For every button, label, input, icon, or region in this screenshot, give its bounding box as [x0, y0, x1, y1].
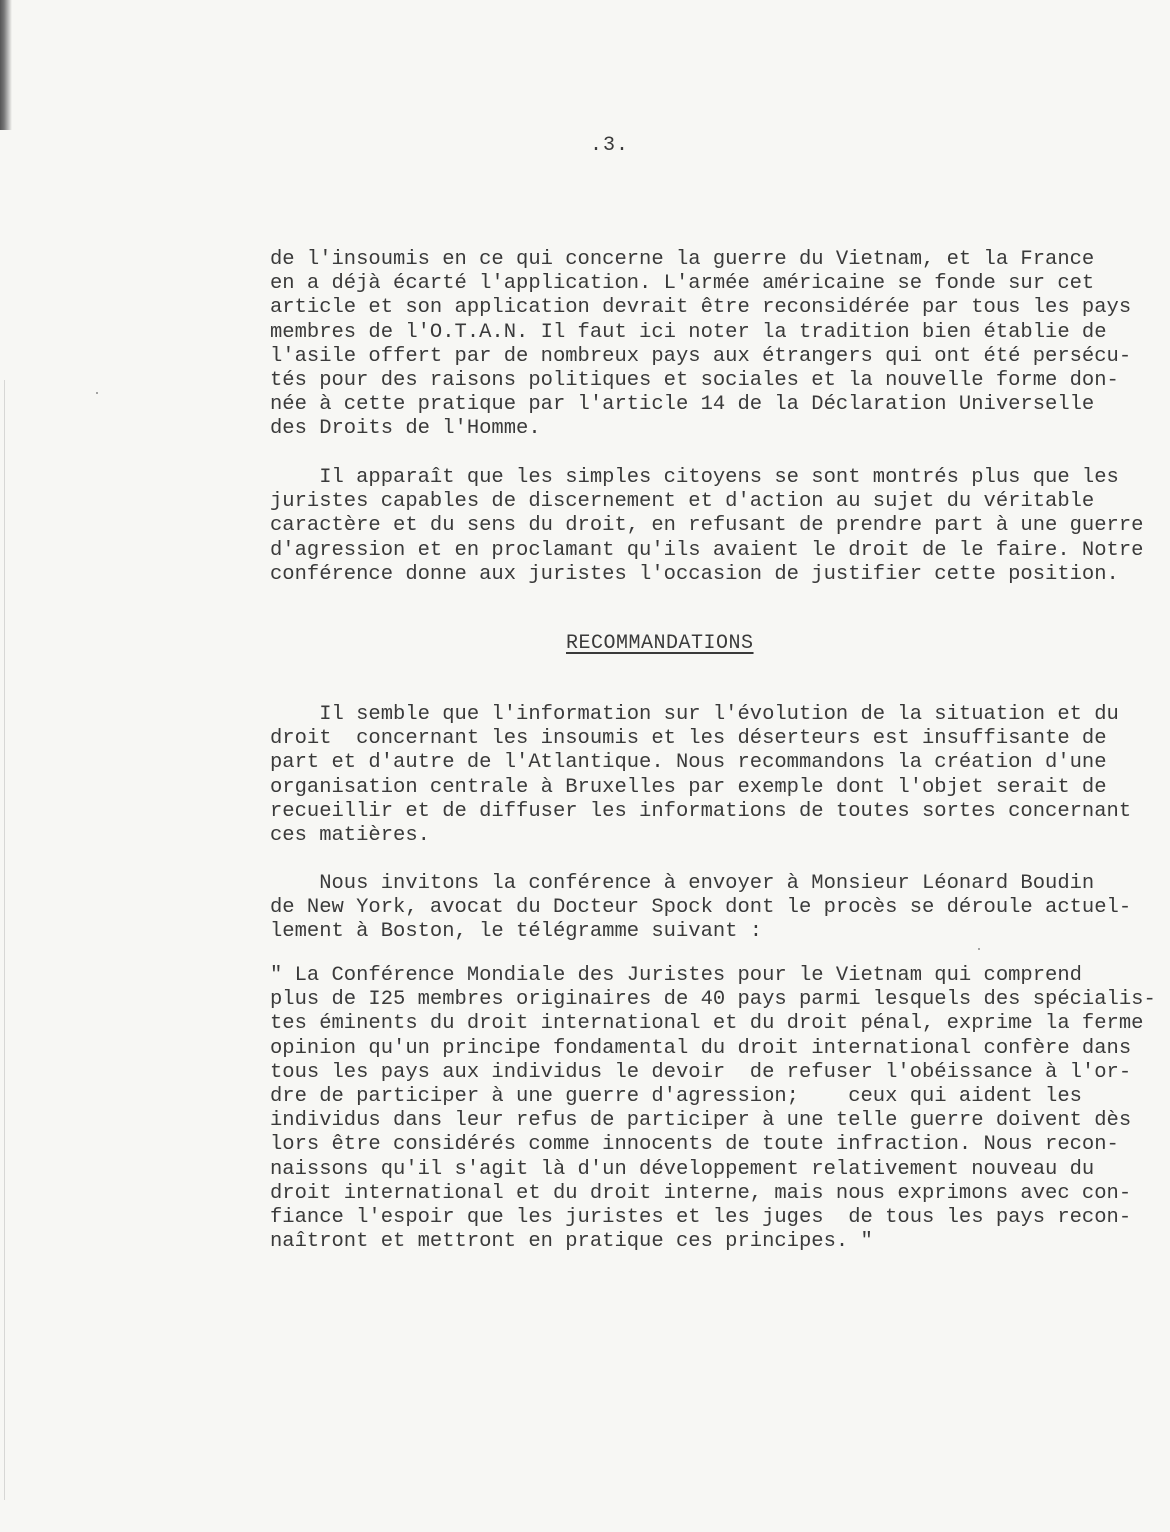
- text-line: opinion qu'un principe fondamental du droit international confère dans: [270, 1036, 1132, 1060]
- text-line: Il apparaît que les simples citoyens se sont montrés plus que les: [270, 466, 1119, 489]
- text-line: dre de participer à une guerre d'agression; ceux qui aident les: [270, 1084, 1082, 1108]
- text-line: naîtront et mettront en pratique ces principes. ": [270, 1230, 873, 1254]
- text-line: " La Conférence Mondiale des Juristes pour le Vietnam qui comprend: [270, 964, 1082, 987]
- text-line: fiance l'espoir que les juristes et les juges de tous les pays recon-: [270, 1205, 1132, 1229]
- text-line: recueillir et de diffuser les informations de toutes sortes concernant: [270, 799, 1132, 823]
- text-line: en a déjà écarté l'application. L'armée américaine se fonde sur cet: [270, 272, 1095, 296]
- paragraph-insoumis: [270, 248, 1131, 442]
- text-line: conférence donne aux juristes l'occasion de justifier cette position.: [270, 562, 1119, 586]
- page-number: .3.: [590, 134, 630, 157]
- text-line: caractère et du sens du droit, en refusant de prendre part à une guerre: [270, 514, 1144, 538]
- text-line: individus dans leur refus de participer à une telle guerre doivent dès: [270, 1109, 1132, 1133]
- text-line: droit international et du droit interne, mais nous exprimons avec con-: [270, 1181, 1132, 1205]
- text-line: naissons qu'il s'agit là d'un développement relativement nouveau du: [270, 1157, 1095, 1181]
- paragraph-information: [270, 703, 1131, 848]
- text-line: tous les pays aux individus le devoir de refuser l'obéissance à l'or-: [270, 1060, 1132, 1084]
- paragraph-citoyens: [270, 466, 1143, 587]
- text-line: ces matières.: [270, 823, 430, 847]
- paragraph-telegram-intro: [270, 872, 1131, 945]
- text-line: article et son application devrait être reconsidérée par tous les pays: [270, 296, 1132, 320]
- text-line: Il semble que l'information sur l'évolution de la situation et du: [270, 703, 1119, 726]
- scan-edge-shadow: [0, 0, 12, 130]
- scan-speck: [96, 392, 98, 394]
- text-line: tés pour des raisons politiques et sociales et la nouvelle forme don-: [270, 368, 1119, 392]
- scan-edge-line: [4, 380, 5, 1500]
- text-line: des Droits de l'Homme.: [270, 417, 541, 441]
- text-line: organisation centrale à Bruxelles par exemple dont l'objet serait de: [270, 775, 1107, 799]
- section-heading: RECOMMANDATIONS: [566, 632, 754, 655]
- text-line: droit concernant les insoumis et les déserteurs est insuffisante de: [270, 727, 1107, 751]
- text-line: membres de l'O.T.A.N. Il faut ici noter la tradition bien établie de: [270, 320, 1107, 344]
- text-line: lement à Boston, le télégramme suivant :: [270, 920, 763, 944]
- text-line: lors être considérés comme innocents de toute infraction. Nous recon-: [270, 1133, 1119, 1157]
- text-line: part et d'autre de l'Atlantique. Nous recommandons la création d'une: [270, 751, 1107, 775]
- text-line: d'agression et en proclamant qu'ils avaient le droit de le faire. Notre: [270, 538, 1144, 562]
- text-line: de New York, avocat du Docteur Spock dont le procès se déroule actuel-: [270, 896, 1132, 920]
- text-line: Nous invitons la conférence à envoyer à Monsieur Léonard Boudin: [270, 872, 1095, 895]
- text-line: l'asile offert par de nombreux pays aux étrangers qui ont été persécu-: [270, 344, 1132, 368]
- text-line: tes éminents du droit international et du droit pénal, exprime la ferme: [270, 1012, 1144, 1036]
- text-line: de l'insoumis en ce qui concerne la guerre du Vietnam, et la France: [270, 248, 1095, 271]
- text-line: juristes capables de discernement et d'action au sujet du véritable: [270, 490, 1095, 514]
- text-line: née à cette pratique par l'article 14 de la Déclaration Universelle: [270, 393, 1095, 417]
- text-line: plus de I25 membres originaires de 40 pays parmi lesquels des spécialis-: [270, 988, 1156, 1012]
- paragraph-telegram-text: [270, 964, 1156, 1254]
- scan-speck: [978, 948, 980, 950]
